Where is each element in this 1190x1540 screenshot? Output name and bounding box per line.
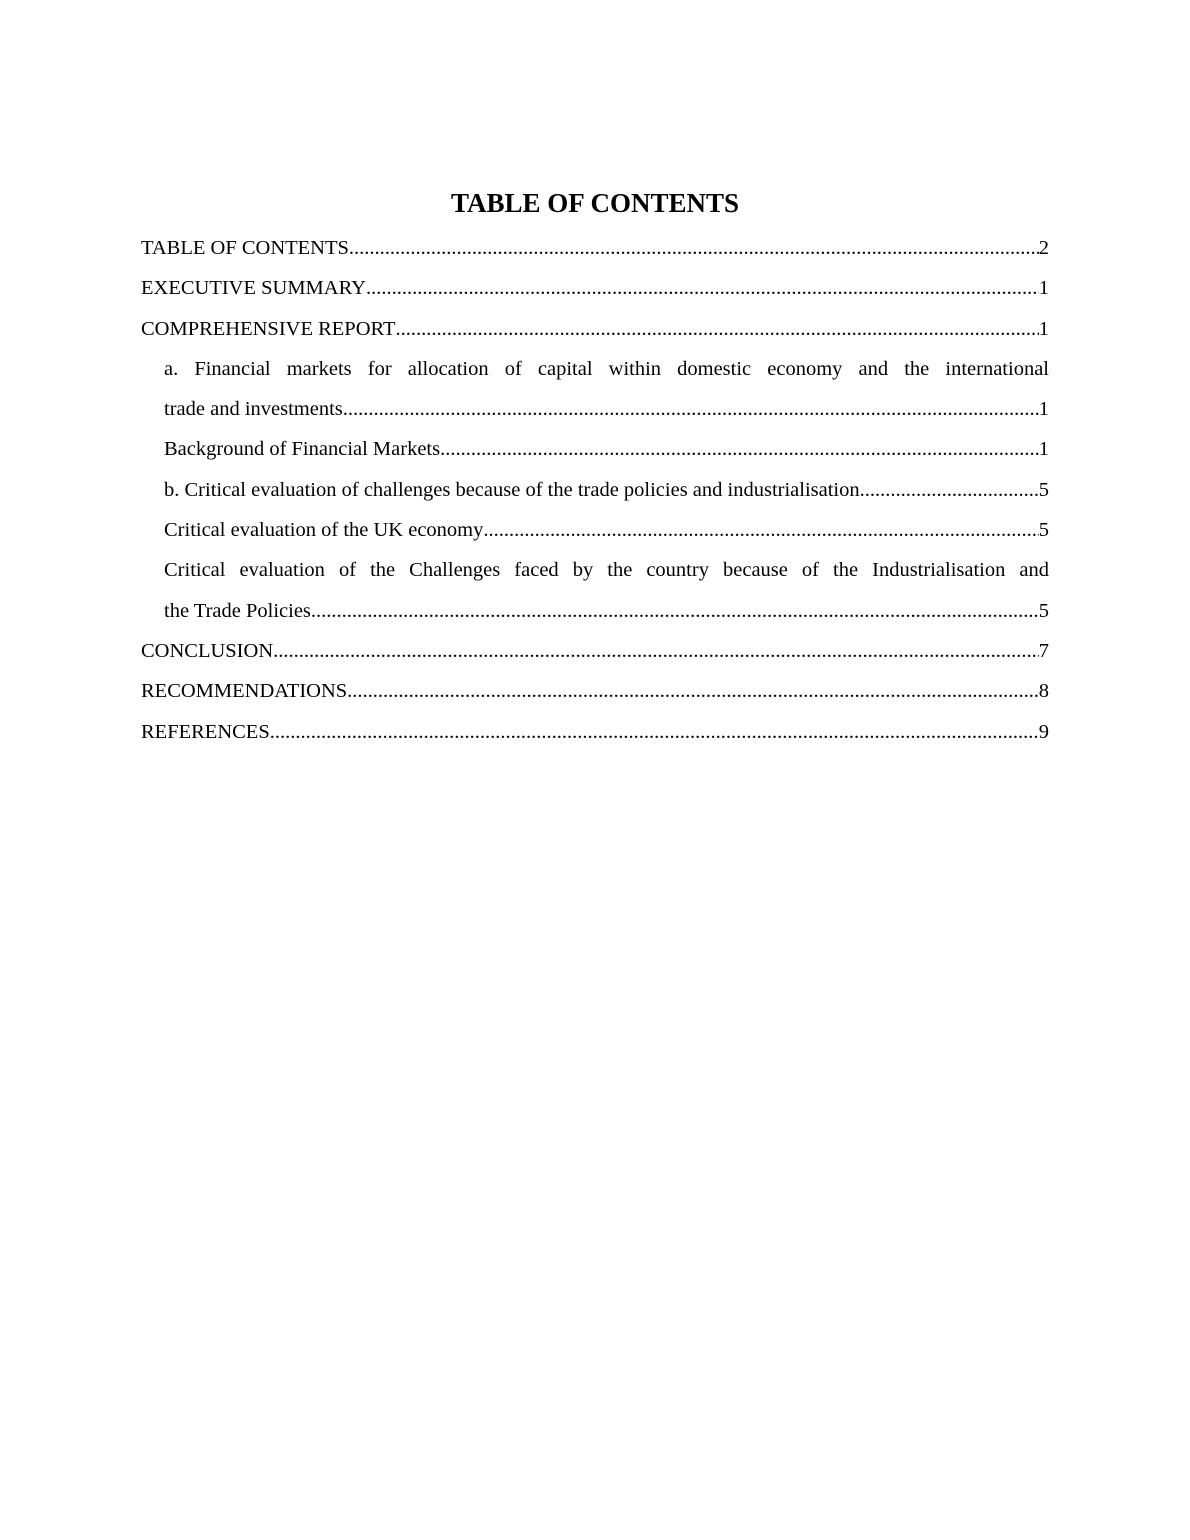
toc-entry-page: 1 bbox=[1038, 438, 1049, 461]
page-title: TABLE OF CONTENTS bbox=[450, 188, 740, 218]
toc-entry-label: Critical evaluation of the UK economy bbox=[164, 519, 484, 542]
toc-entry-critical-evaluation-challenges[interactable] bbox=[141, 470, 1049, 510]
toc-entry-label: COMPREHENSIVE REPORT bbox=[141, 317, 396, 340]
toc-entry-label: EXECUTIVE SUMMARY bbox=[141, 277, 366, 300]
toc-leader-dots bbox=[311, 591, 1039, 631]
toc-entry-critical-evaluation-industrialisation[interactable] bbox=[141, 550, 1049, 631]
toc-entry-label-line1: a. Financial markets for allocation of capital within domestic economy and the international bbox=[164, 357, 1049, 380]
toc-leader-dots bbox=[395, 309, 1038, 349]
toc-entry-label: b. Critical evaluation of challenges because of the trade policies and industrialisation bbox=[164, 478, 860, 501]
toc-leader-dots bbox=[343, 389, 1039, 429]
toc-entry-page: 1 bbox=[1038, 317, 1049, 340]
toc-leader-dots bbox=[349, 228, 1039, 268]
toc-entry-page: 9 bbox=[1038, 720, 1049, 743]
toc-leader-dots bbox=[860, 470, 1039, 510]
toc-entry-recommendations[interactable] bbox=[141, 671, 1049, 711]
toc-leader-dots bbox=[483, 510, 1038, 550]
toc-entry-label: the Trade Policies bbox=[164, 599, 311, 622]
toc-entry-page: 5 bbox=[1038, 478, 1049, 501]
toc-entry-label: CONCLUSION bbox=[141, 639, 274, 662]
toc-entry-comprehensive-report[interactable] bbox=[141, 309, 1049, 349]
toc-entry-table-of-contents[interactable] bbox=[141, 228, 1049, 268]
toc-entry-label-line1: Critical evaluation of the Challenges faced by the country because of the Industrialisation and bbox=[164, 559, 1049, 582]
toc-leader-dots bbox=[440, 429, 1039, 469]
toc-entry-page: 5 bbox=[1038, 599, 1049, 622]
table-of-contents bbox=[141, 228, 1049, 752]
toc-entry-page: 7 bbox=[1038, 639, 1049, 662]
toc-entry-conclusion[interactable] bbox=[141, 631, 1049, 671]
toc-entry-page: 1 bbox=[1038, 398, 1049, 421]
toc-entry-label: TABLE OF CONTENTS bbox=[141, 237, 349, 259]
toc-entry-executive-summary[interactable] bbox=[141, 268, 1049, 308]
toc-leader-dots bbox=[273, 631, 1039, 671]
toc-entry-background-financial-markets[interactable] bbox=[141, 429, 1049, 469]
toc-entry-label: RECOMMENDATIONS bbox=[141, 680, 348, 703]
toc-entry-critical-evaluation-uk-economy[interactable] bbox=[141, 510, 1049, 550]
toc-entry-financial-markets[interactable] bbox=[141, 349, 1049, 430]
toc-entry-references[interactable] bbox=[141, 712, 1049, 752]
toc-entry-page: 5 bbox=[1038, 519, 1049, 542]
toc-entry-label: REFERENCES bbox=[141, 720, 270, 743]
toc-leader-dots bbox=[347, 671, 1039, 711]
toc-leader-dots bbox=[270, 712, 1039, 752]
toc-entry-label: Background of Financial Markets bbox=[164, 438, 441, 461]
toc-entry-page: 1 bbox=[1038, 277, 1049, 300]
toc-entry-page: 2 bbox=[1038, 237, 1049, 259]
toc-entry-page: 8 bbox=[1038, 680, 1049, 703]
toc-leader-dots bbox=[366, 268, 1039, 308]
toc-entry-label: trade and investments bbox=[164, 398, 343, 421]
